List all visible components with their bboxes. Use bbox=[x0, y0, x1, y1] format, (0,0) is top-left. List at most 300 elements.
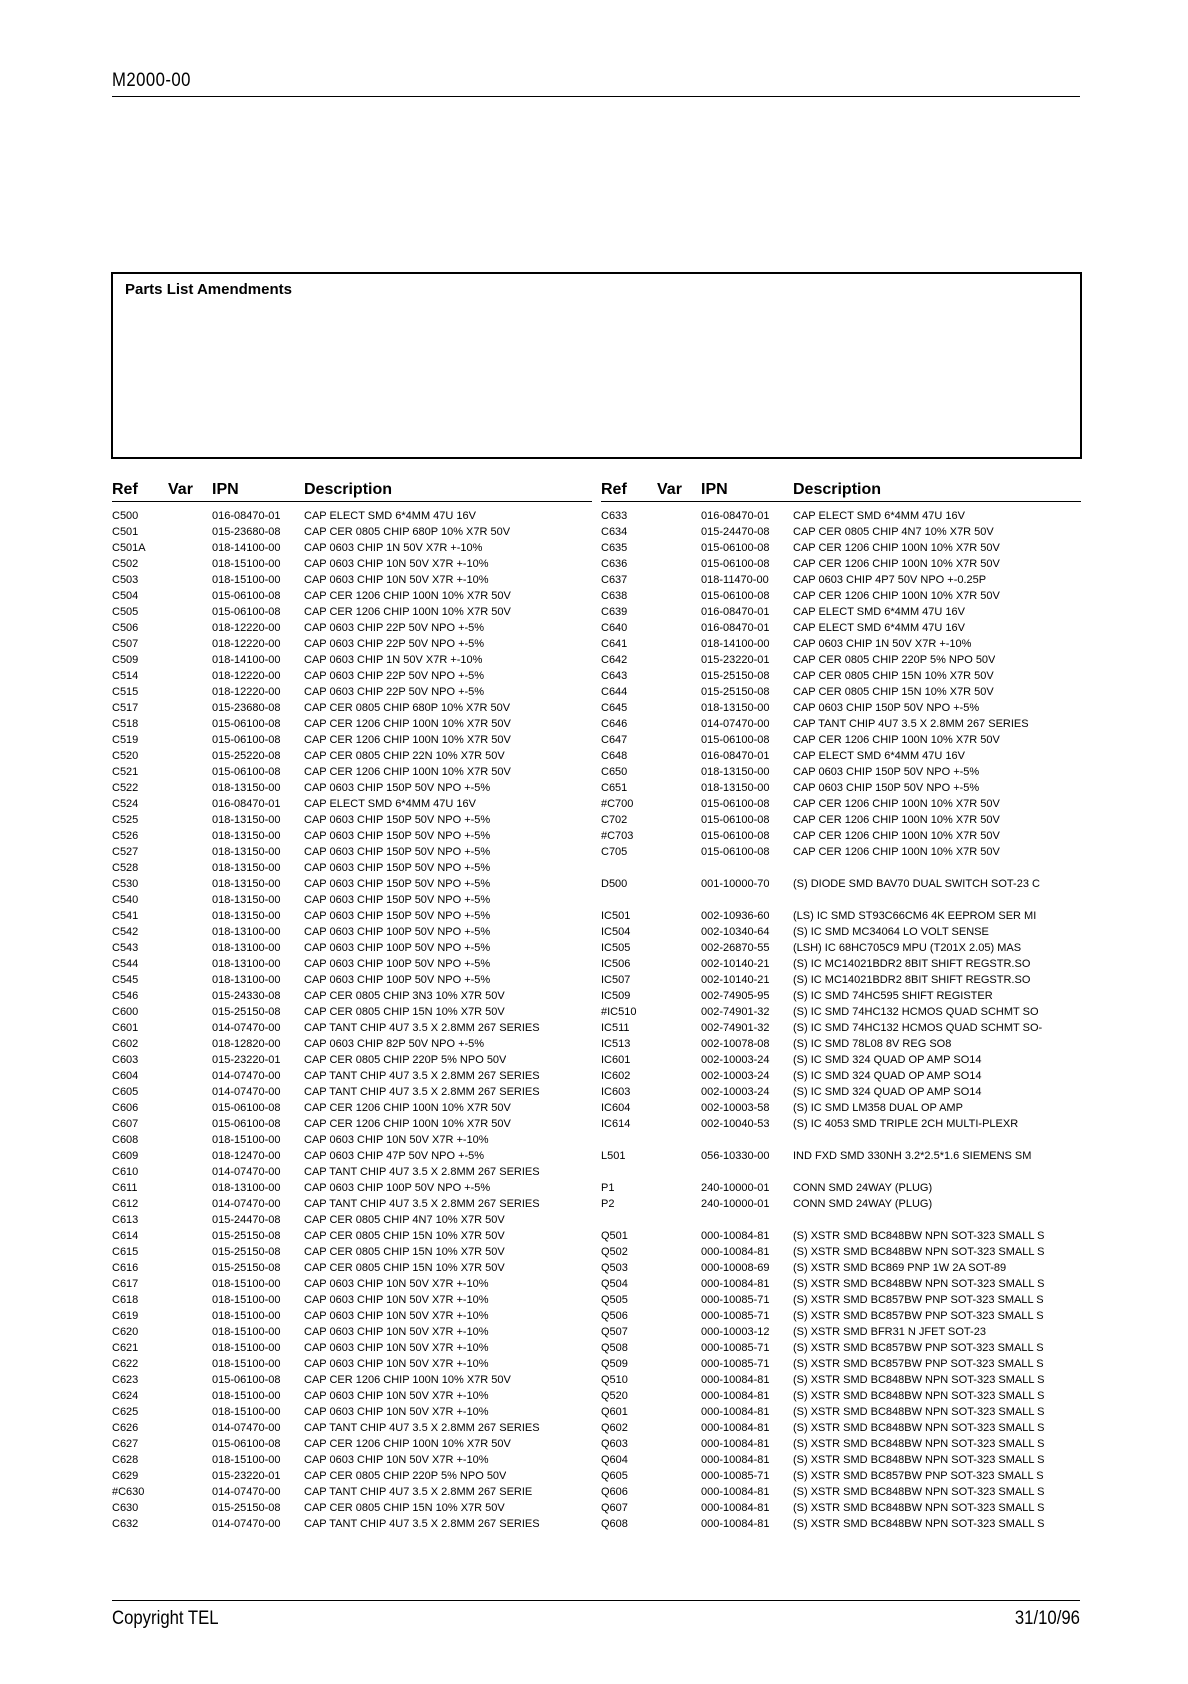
cell-description: CAP 0603 CHIP 100P 50V NPO +-5% bbox=[304, 1182, 491, 1194]
cell-description: (S) IC SMD LM358 DUAL OP AMP bbox=[793, 1102, 963, 1114]
cell-ref: C638 bbox=[601, 590, 628, 602]
cell-ipn: 018-13100-00 bbox=[212, 958, 281, 970]
cell-description: CAP CER 0805 CHIP 15N 10% X7R 50V bbox=[304, 1006, 505, 1018]
table-row bbox=[112, 1148, 592, 1164]
cell-description: CAP CER 0805 CHIP 220P 5% NPO 50V bbox=[304, 1470, 507, 1482]
cell-ipn: 018-14100-00 bbox=[212, 654, 281, 666]
parts-table-right bbox=[601, 481, 1081, 1532]
cell-ipn: 002-74901-32 bbox=[701, 1022, 770, 1034]
table-row bbox=[112, 940, 592, 956]
cell-ref: C502 bbox=[112, 558, 139, 570]
cell-ipn: 015-06100-08 bbox=[212, 590, 281, 602]
table-row bbox=[112, 1324, 592, 1340]
cell-ipn: 014-07470-00 bbox=[701, 718, 770, 730]
table-row bbox=[601, 1164, 1081, 1180]
cell-description: CAP TANT CHIP 4U7 3.5 X 2.8MM 267 SERIE bbox=[304, 1486, 533, 1498]
table-row bbox=[112, 844, 592, 860]
cell-description: (S) IC MC14021BDR2 8BIT SHIFT REGSTR.SO bbox=[793, 958, 1031, 970]
cell-description: CAP 0603 CHIP 82P 50V NPO +-5% bbox=[304, 1038, 485, 1050]
table-row bbox=[112, 556, 592, 572]
cell-ref: C621 bbox=[112, 1342, 139, 1354]
footer-divider bbox=[112, 1600, 1080, 1601]
cell-description: (S) XSTR SMD BC857BW PNP SOT-323 SMALL S bbox=[793, 1470, 1044, 1482]
cell-ipn: 018-15100-00 bbox=[212, 558, 281, 570]
cell-description: CAP CER 1206 CHIP 100N 10% X7R 50V bbox=[793, 590, 1000, 602]
cell-description: CAP 0603 CHIP 100P 50V NPO +-5% bbox=[304, 942, 491, 954]
cell-ipn: 002-10040-53 bbox=[701, 1118, 770, 1130]
cell-description: CAP 0603 CHIP 22P 50V NPO +-5% bbox=[304, 686, 485, 698]
cell-ref: IC504 bbox=[601, 926, 631, 938]
cell-ipn: 002-10140-21 bbox=[701, 958, 770, 970]
table-row bbox=[601, 1436, 1081, 1452]
cell-description: CAP CER 1206 CHIP 100N 10% X7R 50V bbox=[304, 1374, 511, 1386]
table-row bbox=[112, 1292, 592, 1308]
cell-ipn: 015-25150-08 bbox=[212, 1502, 281, 1514]
cell-ref: IC505 bbox=[601, 942, 631, 954]
table-row bbox=[112, 924, 592, 940]
table-row bbox=[601, 780, 1081, 796]
cell-ref: IC602 bbox=[601, 1070, 631, 1082]
cell-description: CAP 0603 CHIP 22P 50V NPO +-5% bbox=[304, 638, 485, 650]
cell-ref: C628 bbox=[112, 1454, 139, 1466]
cell-description: CAP 0603 CHIP 10N 50V X7R +-10% bbox=[304, 558, 489, 570]
cell-description: (S) IC 4053 SMD TRIPLE 2CH MULTI-PLEXR bbox=[793, 1118, 1019, 1130]
cell-description: CAP CER 1206 CHIP 100N 10% X7R 50V bbox=[793, 734, 1000, 746]
table-row bbox=[601, 716, 1081, 732]
table-row bbox=[112, 1356, 592, 1372]
cell-ipn: 016-08470-01 bbox=[212, 510, 281, 522]
cell-description: IND FXD SMD 330NH 3.2*2.5*1.6 SIEMENS SM bbox=[793, 1150, 1032, 1162]
cell-ipn: 015-06100-08 bbox=[701, 542, 770, 554]
cell-ref: IC509 bbox=[601, 990, 631, 1002]
table-row bbox=[112, 540, 592, 556]
cell-ref: C501 bbox=[112, 526, 139, 538]
cell-ref: C606 bbox=[112, 1102, 139, 1114]
cell-ipn: 000-10084-81 bbox=[701, 1278, 770, 1290]
cell-ref: C619 bbox=[112, 1310, 139, 1322]
cell-description: (LSH) IC 68HC705C9 MPU (T201X 2.05) MAS bbox=[793, 942, 1022, 954]
cell-ref: C645 bbox=[601, 702, 628, 714]
cell-ipn: 015-06100-08 bbox=[701, 830, 770, 842]
table-row bbox=[112, 988, 592, 1004]
table-row bbox=[601, 796, 1081, 812]
cell-ipn: 002-10003-24 bbox=[701, 1070, 770, 1082]
cell-description: (S) XSTR SMD BC848BW NPN SOT-323 SMALL S bbox=[793, 1518, 1045, 1530]
cell-description: CAP CER 0805 CHIP 220P 5% NPO 50V bbox=[793, 654, 996, 666]
table-row bbox=[112, 1084, 592, 1100]
cell-ref: C504 bbox=[112, 590, 139, 602]
cell-description: CAP ELECT SMD 6*4MM 47U 16V bbox=[793, 510, 965, 522]
table-row bbox=[601, 588, 1081, 604]
table-row bbox=[112, 1100, 592, 1116]
cell-ref: Q520 bbox=[601, 1390, 628, 1402]
table-row bbox=[601, 1324, 1081, 1340]
table-row bbox=[601, 1404, 1081, 1420]
table-header bbox=[112, 481, 592, 501]
table-row bbox=[112, 508, 592, 524]
cell-ref: C648 bbox=[601, 750, 628, 762]
cell-ipn: 018-12220-00 bbox=[212, 670, 281, 682]
table-row bbox=[601, 876, 1081, 892]
column-header-description: Description bbox=[304, 481, 393, 498]
cell-ipn: 240-10000-01 bbox=[701, 1182, 770, 1194]
table-row bbox=[601, 828, 1081, 844]
cell-ipn: 015-25150-08 bbox=[212, 1262, 281, 1274]
cell-ref: C603 bbox=[112, 1054, 139, 1066]
cell-ref: C524 bbox=[112, 798, 139, 810]
cell-description: (S) IC SMD 78L08 8V REG SO8 bbox=[793, 1038, 952, 1050]
cell-ipn: 018-12470-00 bbox=[212, 1150, 281, 1162]
column-header-ref: Ref bbox=[112, 481, 138, 498]
table-body bbox=[601, 508, 1081, 1532]
cell-description: CAP 0603 CHIP 10N 50V X7R +-10% bbox=[304, 1326, 489, 1338]
cell-description: CAP CER 0805 CHIP 15N 10% X7R 50V bbox=[793, 670, 994, 682]
cell-ipn: 015-23680-08 bbox=[212, 702, 281, 714]
table-row bbox=[601, 1004, 1081, 1020]
table-row bbox=[112, 1244, 592, 1260]
table-row bbox=[112, 1388, 592, 1404]
cell-ref: IC501 bbox=[601, 910, 631, 922]
cell-description: CAP 0603 CHIP 22P 50V NPO +-5% bbox=[304, 670, 485, 682]
table-row bbox=[112, 1228, 592, 1244]
cell-ref: Q608 bbox=[601, 1518, 628, 1530]
cell-ref: C505 bbox=[112, 606, 139, 618]
cell-ipn: 014-07470-00 bbox=[212, 1086, 281, 1098]
cell-ipn: 240-10000-01 bbox=[701, 1198, 770, 1210]
cell-ipn: 000-10003-12 bbox=[701, 1326, 770, 1338]
cell-ipn: 018-12820-00 bbox=[212, 1038, 281, 1050]
cell-ipn: 018-13150-00 bbox=[212, 830, 281, 842]
table-row bbox=[601, 540, 1081, 556]
cell-ref: C530 bbox=[112, 878, 139, 890]
cell-description: CAP 0603 CHIP 150P 50V NPO +-5% bbox=[304, 894, 491, 906]
cell-ipn: 018-15100-00 bbox=[212, 1342, 281, 1354]
table-row bbox=[601, 1260, 1081, 1276]
cell-description: (S) IC SMD 74HC595 SHIFT REGISTER bbox=[793, 990, 993, 1002]
cell-ipn: 015-24470-08 bbox=[701, 526, 770, 538]
cell-ref: C644 bbox=[601, 686, 628, 698]
cell-description: (S) XSTR SMD BC857BW PNP SOT-323 SMALL S bbox=[793, 1342, 1044, 1354]
cell-ipn: 015-06100-08 bbox=[212, 718, 281, 730]
cell-description: (S) IC SMD 74HC132 HCMOS QUAD SCHMT SO bbox=[793, 1006, 1039, 1018]
cell-ref: C503 bbox=[112, 574, 139, 586]
header-underline bbox=[601, 501, 1081, 502]
cell-ipn: 015-06100-08 bbox=[701, 590, 770, 602]
cell-description: CAP TANT CHIP 4U7 3.5 X 2.8MM 267 SERIES bbox=[304, 1422, 540, 1434]
table-row bbox=[112, 1068, 592, 1084]
cell-ipn: 018-12220-00 bbox=[212, 638, 281, 650]
table-row bbox=[601, 1292, 1081, 1308]
cell-ref: C705 bbox=[601, 846, 628, 858]
cell-description: CAP ELECT SMD 6*4MM 47U 16V bbox=[793, 750, 965, 762]
cell-ref: Q506 bbox=[601, 1310, 628, 1322]
cell-ref: IC506 bbox=[601, 958, 631, 970]
cell-ipn: 002-74905-95 bbox=[701, 990, 770, 1002]
cell-ipn: 018-13150-00 bbox=[212, 814, 281, 826]
table-row bbox=[112, 972, 592, 988]
cell-ipn: 014-07470-00 bbox=[212, 1422, 281, 1434]
cell-ipn: 000-10084-81 bbox=[701, 1454, 770, 1466]
cell-ref: C608 bbox=[112, 1134, 139, 1146]
table-row bbox=[112, 1004, 592, 1020]
table-row bbox=[601, 892, 1081, 908]
table-row bbox=[112, 588, 592, 604]
cell-ipn: 002-10003-24 bbox=[701, 1054, 770, 1066]
cell-ipn: 015-06100-08 bbox=[212, 1118, 281, 1130]
table-row bbox=[601, 748, 1081, 764]
cell-ref: IC513 bbox=[601, 1038, 631, 1050]
cell-ref: C643 bbox=[601, 670, 628, 682]
cell-ref: C522 bbox=[112, 782, 139, 794]
cell-ipn: 015-25150-08 bbox=[701, 686, 770, 698]
table-row bbox=[601, 1388, 1081, 1404]
cell-description: CAP CER 1206 CHIP 100N 10% X7R 50V bbox=[793, 542, 1000, 554]
cell-ref: C542 bbox=[112, 926, 139, 938]
table-row bbox=[112, 1164, 592, 1180]
cell-description: (S) XSTR SMD BC848BW NPN SOT-323 SMALL S bbox=[793, 1422, 1045, 1434]
cell-ipn: 018-15100-00 bbox=[212, 1134, 281, 1146]
table-row bbox=[601, 1356, 1081, 1372]
cell-description: CAP CER 0805 CHIP 680P 10% X7R 50V bbox=[304, 702, 511, 714]
cell-description: CAP CER 0805 CHIP 15N 10% X7R 50V bbox=[304, 1246, 505, 1258]
cell-description: CAP CER 1206 CHIP 100N 10% X7R 50V bbox=[304, 718, 511, 730]
cell-ref: C614 bbox=[112, 1230, 139, 1242]
cell-ref: IC511 bbox=[601, 1022, 630, 1034]
cell-description: CAP 0603 CHIP 22P 50V NPO +-5% bbox=[304, 622, 485, 634]
cell-ref: #C630 bbox=[112, 1486, 145, 1498]
cell-description: CAP 0603 CHIP 47P 50V NPO +-5% bbox=[304, 1150, 485, 1162]
cell-ref: C632 bbox=[112, 1518, 139, 1530]
cell-description: CAP CER 0805 CHIP 4N7 10% X7R 50V bbox=[304, 1214, 505, 1226]
cell-description: (S) XSTR SMD BC857BW PNP SOT-323 SMALL S bbox=[793, 1310, 1044, 1322]
cell-ref: #C700 bbox=[601, 798, 634, 810]
table-row bbox=[112, 700, 592, 716]
cell-ipn: 014-07470-00 bbox=[212, 1166, 281, 1178]
cell-ipn: 000-10085-71 bbox=[701, 1470, 770, 1482]
cell-ipn: 002-10078-08 bbox=[701, 1038, 770, 1050]
cell-ref: Q508 bbox=[601, 1342, 628, 1354]
cell-ref: Q502 bbox=[601, 1246, 628, 1258]
table-row bbox=[601, 572, 1081, 588]
table-row bbox=[601, 636, 1081, 652]
cell-ipn: 018-12220-00 bbox=[212, 622, 281, 634]
cell-ref: Q607 bbox=[601, 1502, 628, 1514]
table-row bbox=[601, 1244, 1081, 1260]
cell-ipn: 016-08470-01 bbox=[701, 750, 770, 762]
cell-description: (S) IC SMD 324 QUAD OP AMP SO14 bbox=[793, 1054, 982, 1066]
copyright-notice: Copyright TEL bbox=[112, 1608, 219, 1629]
cell-ipn: 015-06100-08 bbox=[212, 766, 281, 778]
cell-ref: C620 bbox=[112, 1326, 139, 1338]
cell-ref: C600 bbox=[112, 1006, 139, 1018]
cell-ref: C635 bbox=[601, 542, 628, 554]
cell-description: CAP ELECT SMD 6*4MM 47U 16V bbox=[793, 606, 965, 618]
cell-ipn: 018-12220-00 bbox=[212, 686, 281, 698]
cell-ref: C650 bbox=[601, 766, 628, 778]
cell-ipn: 015-23680-08 bbox=[212, 526, 281, 538]
table-row bbox=[601, 668, 1081, 684]
cell-ipn: 002-74901-32 bbox=[701, 1006, 770, 1018]
table-row bbox=[112, 860, 592, 876]
cell-description: CAP 0603 CHIP 10N 50V X7R +-10% bbox=[304, 1454, 489, 1466]
parts-list-amendments-box bbox=[111, 272, 1082, 459]
cell-description: CAP CER 1206 CHIP 100N 10% X7R 50V bbox=[793, 798, 1000, 810]
cell-description: CAP 0603 CHIP 4P7 50V NPO +-0.25P bbox=[793, 574, 987, 586]
table-row bbox=[112, 1484, 592, 1500]
table-row bbox=[601, 508, 1081, 524]
table-row bbox=[112, 604, 592, 620]
cell-description: CAP TANT CHIP 4U7 3.5 X 2.8MM 267 SERIES bbox=[304, 1022, 540, 1034]
cell-description: CAP TANT CHIP 4U7 3.5 X 2.8MM 267 SERIES bbox=[793, 718, 1029, 730]
cell-description: CAP CER 0805 CHIP 680P 10% X7R 50V bbox=[304, 526, 511, 538]
cell-description: CAP 0603 CHIP 150P 50V NPO +-5% bbox=[304, 814, 491, 826]
table-row bbox=[112, 1276, 592, 1292]
cell-ipn: 018-15100-00 bbox=[212, 1310, 281, 1322]
table-row bbox=[601, 940, 1081, 956]
cell-ref: Q504 bbox=[601, 1278, 628, 1290]
cell-ipn: 002-10140-21 bbox=[701, 974, 770, 986]
cell-ipn: 015-06100-08 bbox=[701, 734, 770, 746]
cell-ipn: 018-13150-00 bbox=[212, 910, 281, 922]
cell-ref: C702 bbox=[601, 814, 628, 826]
cell-ipn: 002-26870-55 bbox=[701, 942, 770, 954]
cell-description: (S) IC SMD MC34064 LO VOLT SENSE bbox=[793, 926, 989, 938]
cell-ipn: 000-10085-71 bbox=[701, 1310, 770, 1322]
cell-ipn: 018-15100-00 bbox=[212, 1326, 281, 1338]
table-row bbox=[601, 1052, 1081, 1068]
table-row bbox=[112, 684, 592, 700]
cell-description: CAP CER 1206 CHIP 100N 10% X7R 50V bbox=[304, 766, 511, 778]
table-row bbox=[601, 1372, 1081, 1388]
cell-ipn: 015-06100-08 bbox=[701, 814, 770, 826]
cell-ipn: 015-25150-08 bbox=[701, 670, 770, 682]
table-row bbox=[112, 1212, 592, 1228]
cell-ipn: 016-08470-01 bbox=[701, 622, 770, 634]
cell-description: (S) DIODE SMD BAV70 DUAL SWITCH SOT-23 C bbox=[793, 878, 1040, 890]
cell-ipn: 015-06100-08 bbox=[701, 558, 770, 570]
table-row bbox=[112, 716, 592, 732]
cell-ipn: 014-07470-00 bbox=[212, 1070, 281, 1082]
table-row bbox=[112, 892, 592, 908]
cell-description: CAP 0603 CHIP 10N 50V X7R +-10% bbox=[304, 574, 489, 586]
cell-ref: C622 bbox=[112, 1358, 139, 1370]
table-row bbox=[601, 1212, 1081, 1228]
cell-ref: Q507 bbox=[601, 1326, 628, 1338]
table-row bbox=[601, 1196, 1081, 1212]
cell-ref: C630 bbox=[112, 1502, 139, 1514]
cell-ref: IC601 bbox=[601, 1054, 631, 1066]
cell-ipn: 018-13150-00 bbox=[701, 766, 770, 778]
cell-ref: C611 bbox=[112, 1182, 138, 1194]
cell-ref: C541 bbox=[112, 910, 139, 922]
cell-ipn: 016-08470-01 bbox=[701, 510, 770, 522]
cell-ref: C609 bbox=[112, 1150, 139, 1162]
cell-description: CAP 0603 CHIP 10N 50V X7R +-10% bbox=[304, 1294, 489, 1306]
table-row bbox=[601, 1228, 1081, 1244]
table-row bbox=[601, 924, 1081, 940]
table-row bbox=[112, 1180, 592, 1196]
cell-ipn: 015-06100-08 bbox=[212, 1438, 281, 1450]
table-row bbox=[112, 1436, 592, 1452]
cell-ref: Q501 bbox=[601, 1230, 628, 1242]
cell-ipn: 000-10084-81 bbox=[701, 1502, 770, 1514]
cell-ref: Q604 bbox=[601, 1454, 628, 1466]
cell-description: (S) XSTR SMD BC869 PNP 1W 2A SOT-89 bbox=[793, 1262, 1007, 1274]
cell-ref: C525 bbox=[112, 814, 139, 826]
cell-description: (S) IC SMD 324 QUAD OP AMP SO14 bbox=[793, 1086, 982, 1098]
cell-ref: C613 bbox=[112, 1214, 139, 1226]
table-row bbox=[601, 1036, 1081, 1052]
table-row bbox=[601, 732, 1081, 748]
cell-ref: C647 bbox=[601, 734, 628, 746]
cell-description: (S) XSTR SMD BC848BW NPN SOT-323 SMALL S bbox=[793, 1502, 1045, 1514]
cell-ipn: 015-24330-08 bbox=[212, 990, 281, 1002]
cell-ipn: 000-10084-81 bbox=[701, 1486, 770, 1498]
cell-ipn: 000-10084-81 bbox=[701, 1230, 770, 1242]
cell-description: CONN SMD 24WAY (PLUG) bbox=[793, 1182, 933, 1194]
cell-description: (S) XSTR SMD BC848BW NPN SOT-323 SMALL S bbox=[793, 1278, 1045, 1290]
cell-ref: C641 bbox=[601, 638, 628, 650]
table-row bbox=[601, 860, 1081, 876]
cell-ipn: 016-08470-01 bbox=[212, 798, 281, 810]
cell-description: CAP 0603 CHIP 150P 50V NPO +-5% bbox=[304, 830, 491, 842]
cell-description: CAP 0603 CHIP 10N 50V X7R +-10% bbox=[304, 1310, 489, 1322]
document-title: M2000-00 bbox=[112, 70, 191, 91]
cell-ipn: 015-23220-01 bbox=[212, 1470, 281, 1482]
cell-description: CAP TANT CHIP 4U7 3.5 X 2.8MM 267 SERIES bbox=[304, 1086, 540, 1098]
cell-ipn: 018-15100-00 bbox=[212, 1358, 281, 1370]
cell-description: CAP 0603 CHIP 150P 50V NPO +-5% bbox=[793, 782, 980, 794]
cell-description: CAP CER 1206 CHIP 100N 10% X7R 50V bbox=[304, 1102, 511, 1114]
table-row bbox=[112, 1196, 592, 1212]
table-body bbox=[112, 508, 592, 1532]
cell-ipn: 015-06100-08 bbox=[701, 798, 770, 810]
cell-ref: P2 bbox=[601, 1198, 615, 1210]
cell-description: CAP TANT CHIP 4U7 3.5 X 2.8MM 267 SERIES bbox=[304, 1518, 540, 1530]
cell-description: (S) XSTR SMD BC848BW NPN SOT-323 SMALL S bbox=[793, 1406, 1045, 1418]
cell-ref: C520 bbox=[112, 750, 139, 762]
cell-ipn: 018-15100-00 bbox=[212, 1390, 281, 1402]
cell-ref: C601 bbox=[112, 1022, 139, 1034]
cell-description: CAP 0603 CHIP 1N 50V X7R +-10% bbox=[304, 654, 483, 666]
cell-ref: Q601 bbox=[601, 1406, 628, 1418]
cell-ipn: 015-06100-08 bbox=[212, 1374, 281, 1386]
table-row bbox=[112, 524, 592, 540]
cell-ipn: 015-25150-08 bbox=[212, 1246, 281, 1258]
cell-description: CAP CER 1206 CHIP 100N 10% X7R 50V bbox=[304, 1118, 511, 1130]
table-row bbox=[112, 732, 592, 748]
cell-ref: C514 bbox=[112, 670, 139, 682]
cell-ipn: 000-10085-71 bbox=[701, 1342, 770, 1354]
cell-description: CAP 0603 CHIP 10N 50V X7R +-10% bbox=[304, 1342, 489, 1354]
cell-ipn: 014-07470-00 bbox=[212, 1022, 281, 1034]
cell-ipn: 015-23220-01 bbox=[212, 1054, 281, 1066]
cell-ref: C617 bbox=[112, 1278, 139, 1290]
cell-ref: C543 bbox=[112, 942, 139, 954]
cell-description: CAP CER 1206 CHIP 100N 10% X7R 50V bbox=[304, 734, 511, 746]
cell-ref: IC603 bbox=[601, 1086, 631, 1098]
cell-ref: IC614 bbox=[601, 1118, 631, 1130]
table-row bbox=[112, 1340, 592, 1356]
cell-description: (S) XSTR SMD BC848BW NPN SOT-323 SMALL S bbox=[793, 1454, 1045, 1466]
table-row bbox=[112, 1036, 592, 1052]
cell-ref: C642 bbox=[601, 654, 628, 666]
cell-ref: C623 bbox=[112, 1374, 139, 1386]
table-row bbox=[112, 1132, 592, 1148]
table-row bbox=[601, 1340, 1081, 1356]
cell-ref: C616 bbox=[112, 1262, 139, 1274]
table-row bbox=[112, 796, 592, 812]
